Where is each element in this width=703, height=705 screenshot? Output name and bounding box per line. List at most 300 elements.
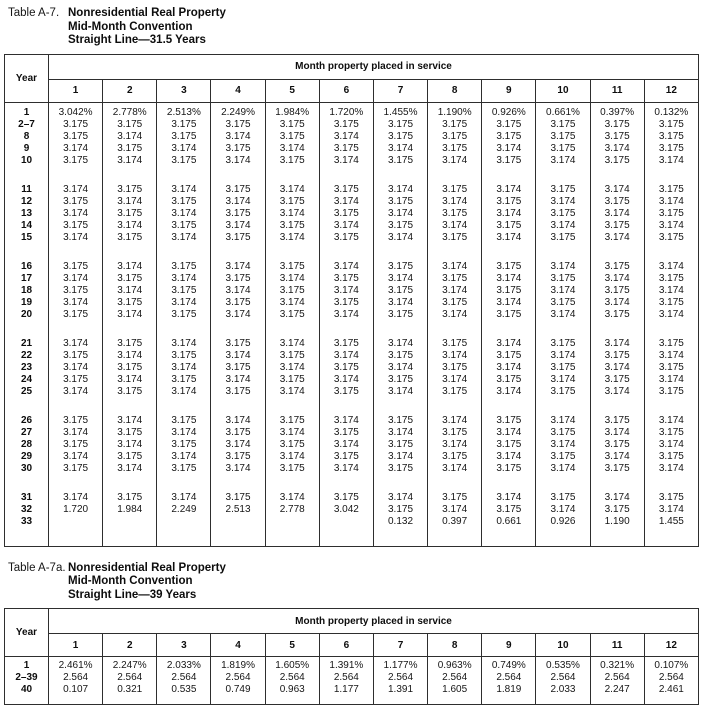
value-cell: 3.174 <box>103 285 157 297</box>
value-cell: 3.175 <box>49 415 103 427</box>
value-cell: 3.175 <box>536 338 590 350</box>
table-row-year-22 <box>5 350 699 362</box>
value-cell: 3.174 <box>482 386 536 398</box>
value-cell: 3.174 <box>265 451 319 463</box>
value-cell: 3.174 <box>319 374 373 386</box>
value-cell: 3.174 <box>211 261 265 273</box>
month-header-1: 1 <box>49 634 103 657</box>
table-body <box>5 657 699 705</box>
value-cell: 3.174 <box>536 374 590 386</box>
year-cell: 16 <box>5 261 49 273</box>
value-cell: 3.174 <box>49 297 103 309</box>
spacer-cell <box>590 167 644 184</box>
value-cell: 3.175 <box>536 451 590 463</box>
spacer-cell <box>49 528 103 547</box>
value-cell: 3.174 <box>265 208 319 220</box>
value-cell: 3.174 <box>428 155 482 167</box>
value-cell: 3.175 <box>644 362 698 374</box>
value-cell: 3.175 <box>482 196 536 208</box>
spacer-cell <box>373 696 427 705</box>
value-cell: 0.132 <box>373 516 427 528</box>
value-cell: 3.175 <box>590 261 644 273</box>
value-cell: 3.174 <box>103 155 157 167</box>
spacer-cell <box>536 167 590 184</box>
value-cell: 3.174 <box>157 297 211 309</box>
value-cell: 3.175 <box>49 131 103 143</box>
value-cell: 3.174 <box>157 208 211 220</box>
value-cell: 3.174 <box>428 504 482 516</box>
value-cell: 3.175 <box>265 463 319 475</box>
value-cell: 3.174 <box>319 309 373 321</box>
value-cell: 3.175 <box>373 131 427 143</box>
value-cell: 3.174 <box>428 350 482 362</box>
value-cell: 3.174 <box>590 427 644 439</box>
value-cell: 3.175 <box>265 196 319 208</box>
table-a7a-section <box>4 562 699 705</box>
value-cell: 3.174 <box>536 504 590 516</box>
value-cell: 3.175 <box>373 285 427 297</box>
value-cell: 3.175 <box>211 362 265 374</box>
value-cell: 3.175 <box>211 184 265 196</box>
spacer-cell <box>373 528 427 547</box>
value-cell: 3.174 <box>373 143 427 155</box>
value-cell: 3.175 <box>103 143 157 155</box>
value-cell: 3.174 <box>211 309 265 321</box>
month-span-header: Month property placed in service <box>49 609 699 634</box>
table-row-year-21 <box>5 338 699 350</box>
value-cell: 3.175 <box>157 261 211 273</box>
value-cell: 3.174 <box>536 220 590 232</box>
value-cell: 3.174 <box>211 155 265 167</box>
value-cell: 3.175 <box>428 208 482 220</box>
value-cell: 3.174 <box>590 386 644 398</box>
value-cell: 3.175 <box>103 386 157 398</box>
value-cell: 3.174 <box>157 338 211 350</box>
table-a7-titleblock <box>8 7 699 48</box>
value-cell: 3.175 <box>103 451 157 463</box>
value-cell <box>103 516 157 528</box>
spacer-cell <box>5 244 49 261</box>
value-cell: 3.174 <box>590 273 644 285</box>
spacer-cell <box>536 321 590 338</box>
value-cell: 3.174 <box>49 338 103 350</box>
value-cell: 3.175 <box>103 273 157 285</box>
value-cell: 3.175 <box>211 451 265 463</box>
year-cell: 13 <box>5 208 49 220</box>
value-cell: 3.175 <box>157 155 211 167</box>
spacer-cell <box>157 696 211 705</box>
value-cell: 1.177% <box>373 660 427 672</box>
table-row-year-8 <box>5 131 699 143</box>
value-cell: 1.819% <box>211 660 265 672</box>
value-cell: 3.175 <box>482 155 536 167</box>
value-cell: 3.174 <box>428 196 482 208</box>
value-cell: 3.174 <box>211 350 265 362</box>
value-cell: 3.174 <box>319 155 373 167</box>
spacer-cell <box>644 167 698 184</box>
value-cell: 3.174 <box>644 309 698 321</box>
value-cell: 3.175 <box>157 196 211 208</box>
value-cell: 0.107% <box>644 660 698 672</box>
value-cell: 3.174 <box>49 492 103 504</box>
spacer-cell <box>103 398 157 415</box>
year-cell: 2–39 <box>5 672 49 684</box>
value-cell: 3.174 <box>211 439 265 451</box>
spacer-cell <box>103 475 157 492</box>
value-cell: 3.174 <box>373 297 427 309</box>
value-cell: 3.175 <box>211 338 265 350</box>
value-cell: 3.174 <box>536 309 590 321</box>
spacer-cell <box>5 696 49 705</box>
value-cell: 3.175 <box>644 338 698 350</box>
spacer-cell <box>103 528 157 547</box>
value-cell: 3.175 <box>211 427 265 439</box>
spacer-cell <box>157 321 211 338</box>
value-cell: 3.174 <box>265 232 319 244</box>
title-line: Mid-Month Convention <box>68 21 226 35</box>
month-header-row <box>5 634 699 657</box>
spacer-cell <box>482 321 536 338</box>
month-header-7: 7 <box>373 79 427 102</box>
spacer-cell <box>211 167 265 184</box>
table-row-year-11 <box>5 184 699 196</box>
value-cell: 3.175 <box>157 285 211 297</box>
value-cell: 3.174 <box>644 155 698 167</box>
table-row-year-13 <box>5 208 699 220</box>
value-cell: 3.175 <box>265 350 319 362</box>
spacer-cell <box>5 528 49 547</box>
table-row-year-31 <box>5 492 699 504</box>
spacer-cell <box>49 475 103 492</box>
value-cell: 3.174 <box>49 208 103 220</box>
value-cell: 3.174 <box>644 350 698 362</box>
value-cell: 3.175 <box>536 297 590 309</box>
year-cell: 19 <box>5 297 49 309</box>
spacer-cell <box>428 696 482 705</box>
value-cell: 3.174 <box>49 184 103 196</box>
value-cell: 3.175 <box>536 386 590 398</box>
month-header-4: 4 <box>211 79 265 102</box>
value-cell: 3.175 <box>482 463 536 475</box>
value-cell: 3.174 <box>49 143 103 155</box>
value-cell: 2.249 <box>157 504 211 516</box>
value-cell: 3.174 <box>482 273 536 285</box>
table-row-year-18 <box>5 285 699 297</box>
value-cell: 3.175 <box>536 273 590 285</box>
spacer-cell <box>49 398 103 415</box>
value-cell: 3.175 <box>373 504 427 516</box>
value-cell: 3.175 <box>482 439 536 451</box>
value-cell: 3.175 <box>103 492 157 504</box>
spacer-cell <box>211 696 265 705</box>
spacer-cell <box>265 475 319 492</box>
value-cell: 0.749 <box>211 684 265 696</box>
table-row-year-16 <box>5 261 699 273</box>
value-cell: 3.174 <box>103 309 157 321</box>
value-cell: 3.175 <box>536 208 590 220</box>
value-cell: 3.175 <box>644 492 698 504</box>
table-a7a-label: Table A-7a. <box>8 562 68 603</box>
year-cell: 31 <box>5 492 49 504</box>
year-cell: 28 <box>5 439 49 451</box>
value-cell: 3.175 <box>265 155 319 167</box>
span-header-row <box>5 54 699 79</box>
spacer-cell <box>644 398 698 415</box>
value-cell: 3.175 <box>103 119 157 131</box>
value-cell <box>319 516 373 528</box>
spacer-cell <box>482 167 536 184</box>
spacer-cell <box>482 696 536 705</box>
value-cell: 3.174 <box>103 463 157 475</box>
value-cell: 3.175 <box>644 184 698 196</box>
value-cell <box>49 516 103 528</box>
value-cell: 0.661 <box>482 516 536 528</box>
value-cell: 3.175 <box>482 374 536 386</box>
year-cell: 17 <box>5 273 49 285</box>
value-cell: 3.175 <box>211 119 265 131</box>
month-header-6: 6 <box>319 79 373 102</box>
value-cell: 3.042 <box>319 504 373 516</box>
section-gap <box>4 547 699 562</box>
value-cell: 3.175 <box>265 439 319 451</box>
month-header-5: 5 <box>265 634 319 657</box>
table-header <box>5 609 699 657</box>
table-row-year-23 <box>5 362 699 374</box>
value-cell: 3.175 <box>49 155 103 167</box>
value-cell: 3.175 <box>49 463 103 475</box>
table-header <box>5 54 699 102</box>
spacer-cell <box>319 528 373 547</box>
value-cell: 2.247% <box>103 660 157 672</box>
value-cell: 3.175 <box>428 386 482 398</box>
value-cell: 3.175 <box>644 131 698 143</box>
spacer-cell <box>373 321 427 338</box>
spacer-cell <box>103 321 157 338</box>
value-cell: 3.174 <box>211 285 265 297</box>
spacer-cell <box>319 321 373 338</box>
year-cell: 12 <box>5 196 49 208</box>
value-cell: 3.175 <box>319 273 373 285</box>
value-cell: 0.963 <box>265 684 319 696</box>
value-cell: 2.564 <box>482 672 536 684</box>
table-row-year-2–7 <box>5 119 699 131</box>
spacer-cell <box>103 244 157 261</box>
table-row-year-9 <box>5 143 699 155</box>
table-row-year-12 <box>5 196 699 208</box>
spacer-cell <box>373 398 427 415</box>
year-cell: 1 <box>5 660 49 672</box>
value-cell: 3.174 <box>536 196 590 208</box>
spacer-cell <box>428 244 482 261</box>
value-cell: 3.174 <box>319 463 373 475</box>
value-cell: 3.174 <box>644 415 698 427</box>
value-cell: 3.175 <box>428 143 482 155</box>
month-header-6: 6 <box>319 634 373 657</box>
value-cell: 3.175 <box>536 427 590 439</box>
value-cell: 2.564 <box>49 672 103 684</box>
spacer-cell <box>157 475 211 492</box>
value-cell: 3.175 <box>49 196 103 208</box>
value-cell: 2.564 <box>428 672 482 684</box>
value-cell: 3.175 <box>211 273 265 285</box>
value-cell: 3.175 <box>644 386 698 398</box>
value-cell: 3.175 <box>265 220 319 232</box>
value-cell: 3.174 <box>265 143 319 155</box>
value-cell: 3.174 <box>644 439 698 451</box>
spacer-cell <box>536 244 590 261</box>
title-line: Mid-Month Convention <box>68 575 226 589</box>
value-cell: 3.175 <box>373 463 427 475</box>
value-cell: 3.175 <box>482 261 536 273</box>
value-cell: 0.661% <box>536 107 590 119</box>
value-cell: 3.175 <box>373 220 427 232</box>
spacer-cell <box>590 696 644 705</box>
value-cell: 3.175 <box>319 362 373 374</box>
spacer-cell <box>428 398 482 415</box>
value-cell: 3.175 <box>319 492 373 504</box>
value-cell: 3.174 <box>157 362 211 374</box>
value-cell: 3.175 <box>319 119 373 131</box>
spacer-cell <box>482 244 536 261</box>
spacer-cell <box>265 528 319 547</box>
table-row-year-19 <box>5 297 699 309</box>
month-header-11: 11 <box>590 634 644 657</box>
value-cell: 3.175 <box>428 232 482 244</box>
value-cell: 3.175 <box>319 427 373 439</box>
spacer-cell <box>644 475 698 492</box>
value-cell: 3.174 <box>428 374 482 386</box>
value-cell: 3.175 <box>428 297 482 309</box>
value-cell: 3.174 <box>49 362 103 374</box>
spacer-cell <box>536 475 590 492</box>
value-cell: 3.174 <box>49 451 103 463</box>
value-cell: 3.174 <box>590 143 644 155</box>
month-header-12: 12 <box>644 634 698 657</box>
year-cell: 11 <box>5 184 49 196</box>
value-cell: 3.175 <box>373 119 427 131</box>
value-cell: 3.174 <box>265 492 319 504</box>
value-cell: 3.174 <box>373 451 427 463</box>
value-cell: 3.174 <box>157 492 211 504</box>
value-cell: 3.175 <box>319 143 373 155</box>
value-cell: 3.175 <box>211 386 265 398</box>
spacer-cell <box>49 696 103 705</box>
value-cell: 3.175 <box>590 119 644 131</box>
value-cell: 2.513% <box>157 107 211 119</box>
value-cell: 2.564 <box>157 672 211 684</box>
value-cell: 3.174 <box>644 220 698 232</box>
value-cell: 3.174 <box>103 374 157 386</box>
value-cell: 3.174 <box>536 350 590 362</box>
value-cell: 3.174 <box>590 492 644 504</box>
value-cell: 0.321% <box>590 660 644 672</box>
value-cell: 3.175 <box>211 297 265 309</box>
value-cell: 3.174 <box>211 415 265 427</box>
value-cell: 3.174 <box>265 386 319 398</box>
value-cell: 0.535 <box>157 684 211 696</box>
value-cell: 3.174 <box>644 374 698 386</box>
value-cell: 3.174 <box>644 463 698 475</box>
value-cell: 3.175 <box>319 208 373 220</box>
table-row-year-26 <box>5 415 699 427</box>
value-cell: 3.174 <box>428 220 482 232</box>
value-cell: 3.174 <box>482 208 536 220</box>
value-cell: 1.455 <box>644 516 698 528</box>
value-cell: 2.249% <box>211 107 265 119</box>
value-cell: 3.175 <box>428 451 482 463</box>
year-cell: 27 <box>5 427 49 439</box>
year-cell: 25 <box>5 386 49 398</box>
value-cell <box>157 516 211 528</box>
spacer-cell <box>428 167 482 184</box>
month-header-2: 2 <box>103 79 157 102</box>
value-cell: 3.174 <box>644 504 698 516</box>
value-cell: 3.174 <box>103 350 157 362</box>
spacer-cell <box>49 321 103 338</box>
spacer-cell <box>536 696 590 705</box>
value-cell: 3.175 <box>590 504 644 516</box>
value-cell: 3.175 <box>157 350 211 362</box>
value-cell: 3.175 <box>103 427 157 439</box>
year-cell: 14 <box>5 220 49 232</box>
value-cell: 3.175 <box>482 285 536 297</box>
value-cell: 3.175 <box>428 119 482 131</box>
month-span-header: Month property placed in service <box>49 54 699 79</box>
year-cell: 29 <box>5 451 49 463</box>
value-cell: 3.175 <box>211 143 265 155</box>
value-cell: 2.564 <box>644 672 698 684</box>
title-line: Nonresidential Real Property <box>68 7 226 21</box>
value-cell: 3.175 <box>590 220 644 232</box>
value-cell: 1.177 <box>319 684 373 696</box>
value-cell: 3.042% <box>49 107 103 119</box>
value-cell: 3.174 <box>482 338 536 350</box>
title-line: Straight Line—31.5 Years <box>68 34 226 48</box>
year-cell: 18 <box>5 285 49 297</box>
spacer-cell <box>49 167 103 184</box>
value-cell: 3.174 <box>536 261 590 273</box>
value-cell: 2.247 <box>590 684 644 696</box>
value-cell: 3.175 <box>644 297 698 309</box>
value-cell: 3.174 <box>157 184 211 196</box>
month-header-10: 10 <box>536 634 590 657</box>
value-cell: 3.174 <box>482 362 536 374</box>
value-cell: 3.175 <box>103 232 157 244</box>
value-cell: 3.174 <box>482 427 536 439</box>
year-column-header: Year <box>5 609 49 657</box>
year-cell: 9 <box>5 143 49 155</box>
value-cell: 2.033% <box>157 660 211 672</box>
value-cell: 3.174 <box>373 273 427 285</box>
value-cell: 3.175 <box>590 415 644 427</box>
spacer-cell <box>157 244 211 261</box>
value-cell: 3.175 <box>265 415 319 427</box>
month-header-9: 9 <box>482 634 536 657</box>
month-header-5: 5 <box>265 79 319 102</box>
value-cell: 3.174 <box>265 273 319 285</box>
value-cell: 3.175 <box>211 492 265 504</box>
spacer-cell <box>103 167 157 184</box>
value-cell: 3.174 <box>482 492 536 504</box>
value-cell: 3.175 <box>49 374 103 386</box>
value-cell: 3.175 <box>319 232 373 244</box>
value-cell: 3.175 <box>49 350 103 362</box>
value-cell: 3.174 <box>103 261 157 273</box>
month-header-2: 2 <box>103 634 157 657</box>
value-cell: 3.174 <box>211 220 265 232</box>
value-cell: 3.175 <box>428 131 482 143</box>
spacer-cell <box>373 167 427 184</box>
